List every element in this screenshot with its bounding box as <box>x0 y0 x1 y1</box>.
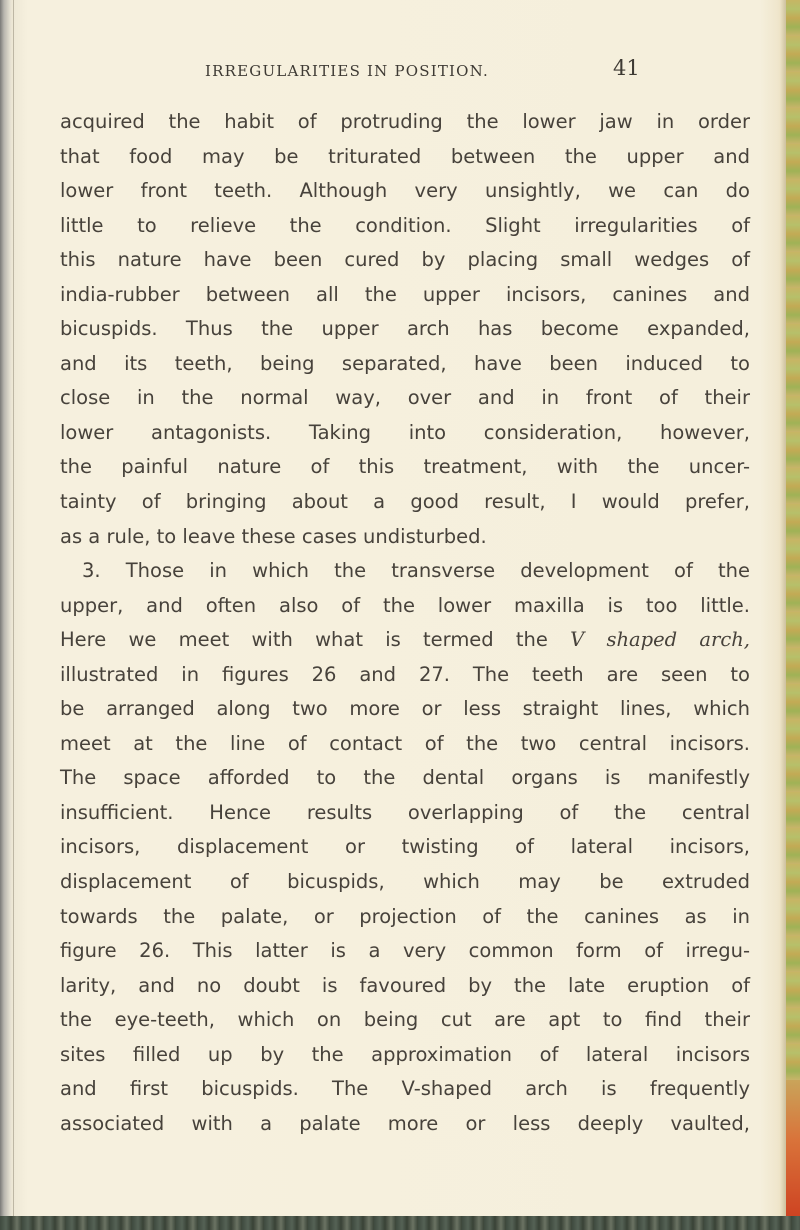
italic-term: V shaped arch, <box>570 628 751 652</box>
bottom-page-edge <box>0 1216 800 1230</box>
gutter-line <box>13 0 14 1230</box>
text-line: the eye-teeth, which on being cut are apt to find their <box>60 1008 750 1032</box>
binding-gutter <box>0 0 12 1230</box>
text-line: the painful nature of this treatment, with the uncer- <box>60 455 750 479</box>
page-number: 41 <box>613 56 640 80</box>
text-line: insufficient. Hence results overlapping of the central <box>60 800 750 824</box>
text-line: incisors, displacement or twisting of lateral incisors, <box>60 835 750 859</box>
text-line-with-italic <box>60 623 750 658</box>
text-segment: Here we meet with what is termed the <box>60 628 548 652</box>
text-line: meet at the line of contact of the two central incisors. <box>60 731 750 755</box>
text-line: this nature have been cured by placing small wedges of <box>60 248 750 272</box>
text-line: larity, and no doubt is favoured by the late eruption of <box>60 973 750 997</box>
text-line: displacement of bicuspids, which may be extruded <box>60 870 750 894</box>
text-line: little to relieve the condition. Slight irregularities of <box>60 213 750 237</box>
text-line: tainty of bringing about a good result, I would prefer, <box>60 490 750 514</box>
text-line: be arranged along two more or less straight lines, which <box>60 697 750 721</box>
text-line: lower front teeth. Although very unsightly, we can do <box>60 179 750 203</box>
running-head <box>60 58 750 88</box>
text-line: sites filled up by the approximation of lateral incisors <box>60 1042 750 1066</box>
text-line: associated with a palate more or less deeply vaulted, <box>60 1111 750 1135</box>
text-line: acquired the habit of protruding the lower jaw in order <box>60 110 750 133</box>
text-line: illustrated in figures 26 and 27. The teeth are seen to <box>60 662 750 686</box>
body-text <box>60 105 750 1141</box>
text-line: lower antagonists. Taking into consideration, however, <box>60 420 750 444</box>
running-title: IRREGULARITIES IN POSITION. <box>205 62 489 80</box>
text-line: that food may be triturated between the upper and <box>60 144 750 168</box>
text-line: and first bicuspids. The V-shaped arch is frequently <box>60 1077 750 1101</box>
text-line: close in the normal way, over and in front of their <box>60 386 750 410</box>
right-page-edges-red <box>786 1080 800 1230</box>
text-line: towards the palate, or projection of the canines as in <box>60 904 750 928</box>
paragraph-3-first-line: 3. Those in which the transverse development of the <box>82 559 750 583</box>
text-line: The space afforded to the dental organs is manifestly <box>60 766 750 790</box>
text-line: upper, and often also of the lower maxilla is too little. <box>60 593 750 617</box>
right-page-edges <box>786 0 800 1230</box>
text-line: figure 26. This latter is a very common form of irregu- <box>60 939 750 963</box>
paragraph-end-line: as a rule, to leave these cases undisturbed. <box>60 524 487 548</box>
text-line: bicuspids. Thus the upper arch has become expanded, <box>60 317 750 341</box>
text-line: and its teeth, being separated, have been induced to <box>60 351 750 375</box>
text-line: india-rubber between all the upper incisors, canines and <box>60 282 750 306</box>
